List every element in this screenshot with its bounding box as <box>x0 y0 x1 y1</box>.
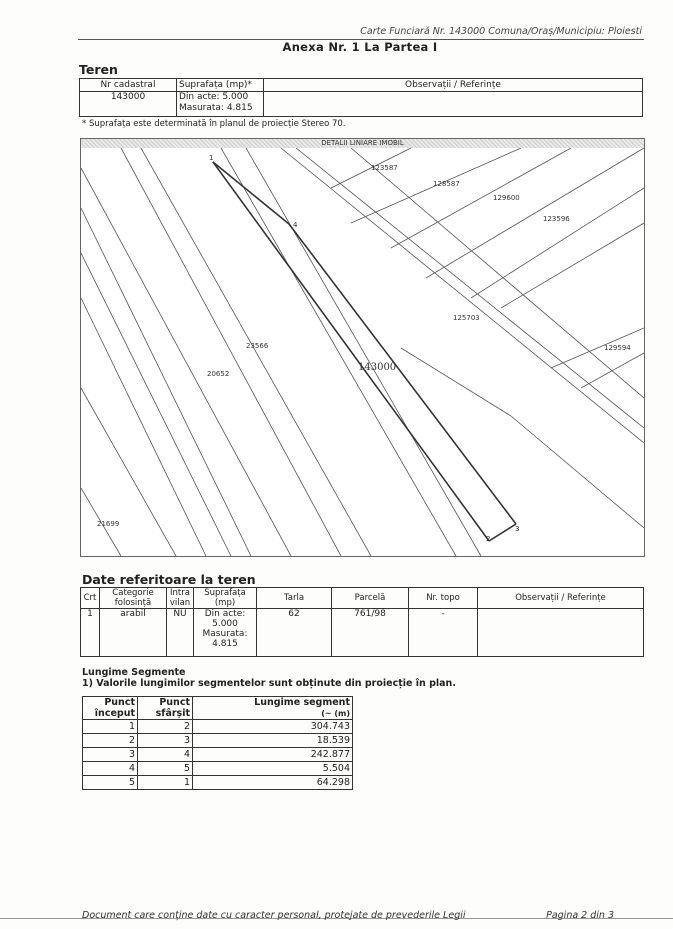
suprafata-cell <box>177 92 264 117</box>
col-nr-topo: Nr. topo <box>409 588 478 609</box>
neighbor-label-2: 128587 <box>433 180 460 188</box>
col-suprafata: Suprafața (mp)* <box>177 79 264 92</box>
teren-section-title: Teren <box>79 62 118 77</box>
suprafata-acte: Din acte: 5.000 <box>179 92 249 102</box>
point-label-3: 3 <box>515 525 520 533</box>
suprafata-acte-value: 5.000 <box>212 619 238 629</box>
date-teren-table <box>80 587 644 657</box>
suprafata-mp-cell <box>194 609 257 657</box>
page-number: Pagina 2 din 3 <box>546 910 614 921</box>
footer-notice: Document care conține date cu caracter personal, protejate de prevederile Legii <box>82 910 466 921</box>
seg-start: 2 <box>83 734 138 748</box>
observatii-value <box>264 92 643 117</box>
col-parcela: Parcelă <box>332 588 409 609</box>
crt-value: 1 <box>81 609 100 657</box>
seg-start: 3 <box>83 748 138 762</box>
col-observatii-2: Observații / Referințe <box>478 588 644 609</box>
map-drawing <box>81 148 644 556</box>
seg-end: 2 <box>138 720 193 734</box>
seg-start: 1 <box>83 720 138 734</box>
nr-topo-value: - <box>409 609 478 657</box>
seg-length: 304.743 <box>193 720 353 734</box>
neighbor-label-6: 129594 <box>604 344 631 352</box>
table-row <box>83 734 353 748</box>
col-suprafata-mp: Suprafața (mp) <box>194 588 257 609</box>
col-punct-inceput: Punct început <box>83 697 138 720</box>
seg-end: 3 <box>138 734 193 748</box>
seg-length: 242.877 <box>193 748 353 762</box>
table-row <box>83 776 353 790</box>
neighbor-label-5: 125703 <box>453 314 480 322</box>
parcel-number-label: 143000 <box>358 362 397 373</box>
neighbor-label-9: 21699 <box>97 520 120 528</box>
point-label-4: 4 <box>293 221 298 229</box>
seg-start: 5 <box>83 776 138 790</box>
col-lungime <box>193 697 353 720</box>
col-lungime-title: Lungime segment <box>254 697 350 708</box>
suprafata-acte-label: Din acte: <box>204 609 246 619</box>
suprafata-masurata: Masurata: 4.815 <box>179 103 253 113</box>
segments-table <box>82 696 353 790</box>
col-crt: Crt <box>81 588 100 609</box>
map-title: DETALII LINIARE IMOBIL <box>81 139 644 148</box>
table-row <box>83 748 353 762</box>
seg-length: 64.298 <box>193 776 353 790</box>
observatii-value-2 <box>478 609 644 657</box>
tarla-value: 62 <box>257 609 332 657</box>
neighbor-label-7: 23566 <box>246 342 269 350</box>
point-label-1: 1 <box>209 154 214 162</box>
annex-title: Anexa Nr. 1 La Partea I <box>282 40 438 54</box>
seg-end: 4 <box>138 748 193 762</box>
categorie-value: arabil <box>100 609 167 657</box>
neighbor-label-1: 123587 <box>371 164 398 172</box>
table-row <box>83 762 353 776</box>
seg-end: 5 <box>138 762 193 776</box>
seg-length: 5.504 <box>193 762 353 776</box>
col-categorie: Categorie folosință <box>100 588 167 609</box>
date-teren-section-title: Date referitoare la teren <box>82 572 256 587</box>
col-observatii: Observații / Referințe <box>264 79 643 92</box>
suprafata-masurata-value: 4.815 <box>212 639 238 649</box>
neighbor-label-8: 20652 <box>207 370 230 378</box>
segments-title: Lungime Segmente <box>82 667 186 678</box>
col-nr-cadastral: Nr cadastral <box>80 79 177 92</box>
footer <box>82 910 644 921</box>
parcela-value: 761/98 <box>332 609 409 657</box>
suprafata-masurata-label: Masurata: <box>202 629 248 639</box>
point-label-2: 2 <box>486 535 491 543</box>
registry-header: Carte Funciară Nr. 143000 Comuna/Oraș/Municipiu: Ploiesti <box>360 26 642 37</box>
col-punct-sfarsit: Punct sfârșit <box>138 697 193 720</box>
seg-length: 18.539 <box>193 734 353 748</box>
segments-subtitle: 1) Valorile lungimilor segmentelor sunt obținute din proiecție în plan. <box>82 678 456 689</box>
teren-table <box>79 78 643 117</box>
seg-end: 1 <box>138 776 193 790</box>
table-row <box>83 720 353 734</box>
nr-cadastral-value: 143000 <box>80 92 177 117</box>
col-intravilan: Intra vilan <box>167 588 194 609</box>
intravilan-value: NU <box>167 609 194 657</box>
neighbor-label-3: 129600 <box>493 194 520 202</box>
seg-start: 4 <box>83 762 138 776</box>
stereo-footnote: * Suprafața este determinată în planul de proiecție Stereo 70. <box>82 119 346 129</box>
col-lungime-unit: (~ (m) <box>321 709 350 718</box>
parcel-map <box>80 138 645 557</box>
neighbor-label-4: 123596 <box>543 215 570 223</box>
col-tarla: Tarla <box>257 588 332 609</box>
